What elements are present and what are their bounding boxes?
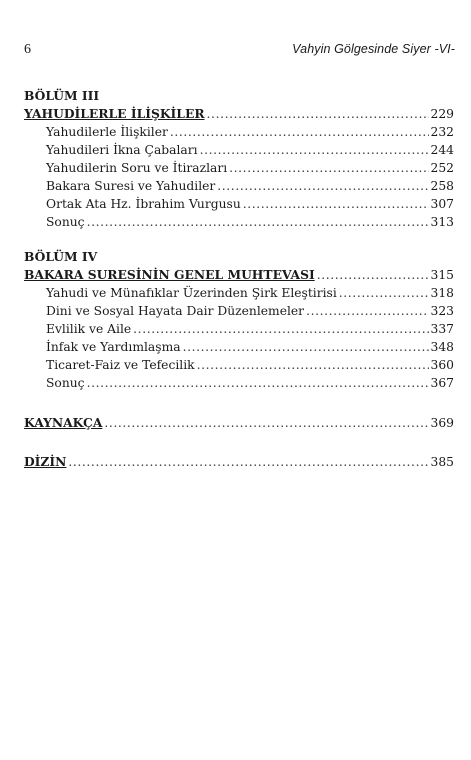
toc-entry — [24, 320, 454, 338]
toc-entry-page: 323 — [430, 304, 454, 318]
toc-entry-title: BAKARA SURESİNİN GENEL MUHTEVASI — [24, 267, 315, 282]
toc-entry-page: 258 — [430, 179, 454, 193]
toc-entry-page: 229 — [430, 107, 454, 121]
toc-entry-title: Dini ve Sosyal Hayata Dair Düzenlemeler — [46, 304, 305, 318]
index-entry — [24, 453, 454, 471]
dot-leader — [68, 453, 428, 471]
toc-entry — [24, 374, 454, 392]
dot-leader — [229, 159, 428, 177]
toc-entry-title: DİZİN — [24, 454, 67, 469]
toc-entry — [24, 195, 454, 213]
toc-entry-title: Ortak Ata Hz. İbrahim Vurgusu — [46, 197, 241, 211]
toc-entry-title: Ticaret-Faiz ve Tefecilik — [46, 358, 195, 372]
dot-leader — [87, 374, 429, 392]
part-4-heading — [24, 266, 454, 284]
toc-entry-page: 244 — [430, 143, 454, 157]
toc-entry-page: 318 — [430, 286, 454, 300]
toc-entry-title: Yahudilerin Soru ve İtirazları — [46, 161, 228, 175]
toc-entry-title: YAHUDİLERLE İLİŞKİLER — [24, 106, 205, 121]
dot-leader — [207, 105, 429, 123]
toc-entry-page: 369 — [430, 416, 454, 430]
sources-entry — [24, 414, 454, 432]
part-3-label: BÖLÜM III — [24, 88, 100, 103]
toc-entry-title: Yahudi ve Münafıklar Üzerinden Şirk Eleştirisi — [46, 286, 337, 300]
toc-entry-page: 367 — [430, 376, 454, 390]
toc-entry-page: 313 — [430, 215, 454, 229]
toc-entry — [24, 356, 454, 374]
toc-entry-title: Bakara Suresi ve Yahudiler — [46, 179, 216, 193]
dot-leader — [200, 141, 429, 159]
dot-leader — [217, 177, 428, 195]
toc-entry — [24, 141, 454, 159]
dot-leader — [133, 320, 428, 338]
toc-entry-page: 252 — [430, 161, 454, 175]
dot-leader — [170, 123, 429, 141]
dot-leader — [183, 338, 429, 356]
dot-leader — [306, 302, 428, 320]
toc-entry-title: İnfak ve Yardımlaşma — [46, 340, 181, 354]
dot-leader — [317, 266, 429, 284]
toc-entry-page: 348 — [430, 340, 454, 354]
toc-entry-title: Yahudilerle İlişkiler — [46, 125, 168, 139]
toc-entry-page: 385 — [430, 455, 454, 469]
toc-entry — [24, 177, 454, 195]
page-number: 6 — [24, 42, 31, 57]
toc-entry-title: KAYNAKÇA — [24, 415, 103, 430]
toc-entry-page: 337 — [430, 322, 454, 336]
toc-entry — [24, 284, 454, 302]
toc-entry-title: Yahudileri İkna Çabaları — [46, 143, 198, 157]
dot-leader — [243, 195, 429, 213]
toc-entry-page: 360 — [430, 358, 454, 372]
toc-entry-title: Sonuç — [46, 215, 85, 229]
dot-leader — [197, 356, 429, 374]
toc-entry-page: 315 — [430, 268, 454, 282]
toc-entry-page: 232 — [430, 125, 454, 139]
dot-leader — [339, 284, 429, 302]
running-title: Vahyin Gölgesinde Siyer -VI- — [292, 42, 455, 56]
toc-entry — [24, 123, 454, 141]
toc-entry — [24, 338, 454, 356]
table-of-contents — [24, 0, 454, 760]
toc-entry — [24, 159, 454, 177]
toc-entry-page: 307 — [430, 197, 454, 211]
toc-entry — [24, 213, 454, 231]
dot-leader — [104, 414, 428, 432]
dot-leader — [87, 213, 429, 231]
toc-entry-title: Evlilik ve Aile — [46, 322, 132, 336]
part-3-heading — [24, 105, 454, 123]
toc-entry-title: Sonuç — [46, 376, 85, 390]
toc-entry — [24, 302, 454, 320]
part-4-label: BÖLÜM IV — [24, 249, 98, 264]
